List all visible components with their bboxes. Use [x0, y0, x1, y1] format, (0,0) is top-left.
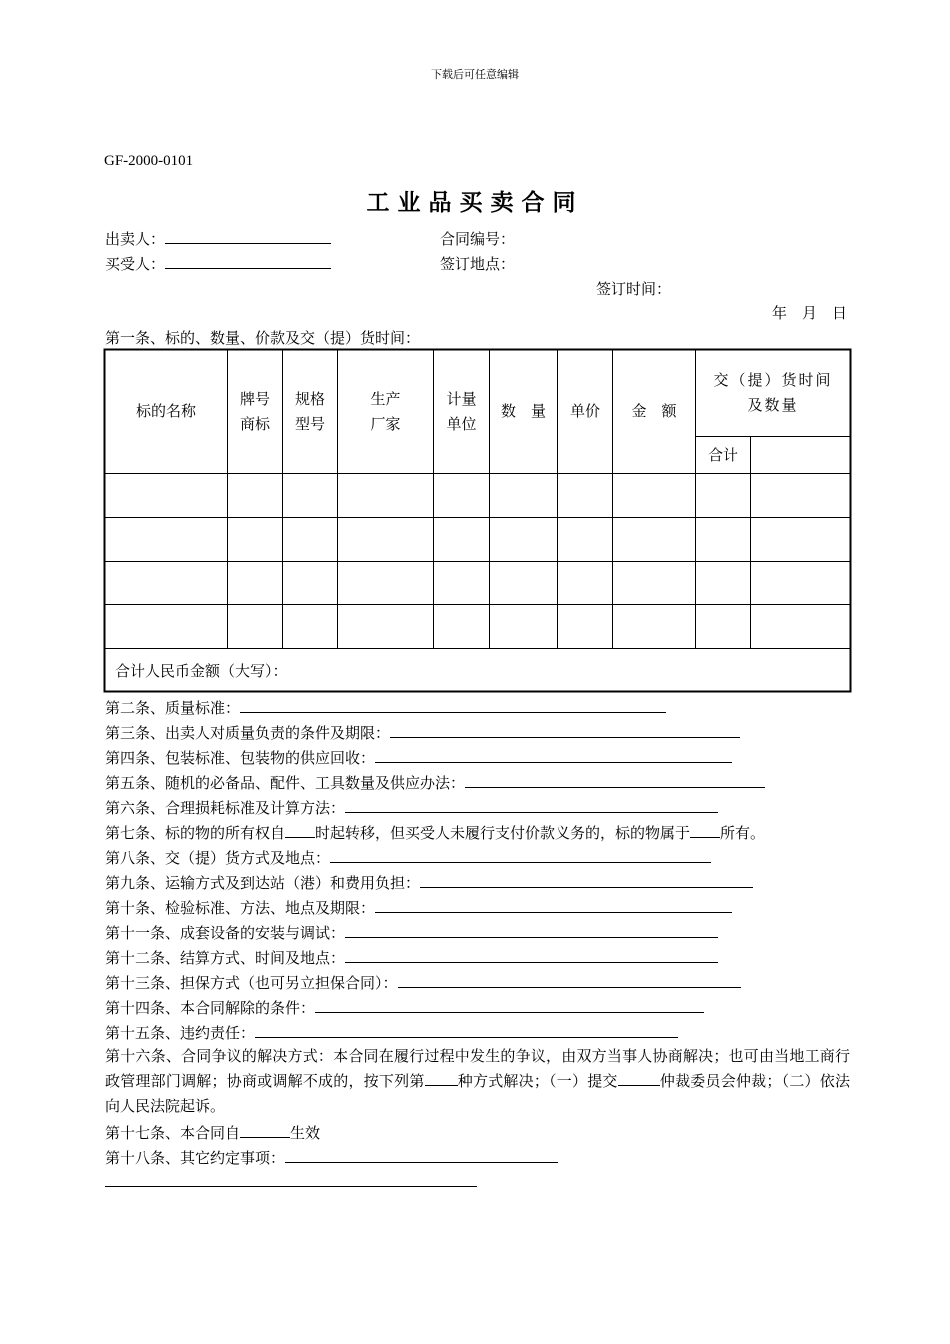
- contract-no-label: 合同编号：: [440, 230, 516, 248]
- article-7-text-1: 第七条、标的物的所有权自: [105, 824, 286, 842]
- article-15-blank: [255, 1023, 678, 1038]
- col-header-amount: 金 额: [631, 402, 677, 420]
- col-header-total: 合计: [707, 445, 738, 464]
- col-header-delivery-line2: 及数量: [747, 396, 799, 414]
- article-8-blank: [330, 848, 711, 863]
- seller-label: 出卖人：: [105, 230, 166, 248]
- article-5-text: 第五条、随机的必备品、配件、工具数量及供应办法：: [105, 774, 466, 792]
- article-10-text: 第十条、检验标准、方法、地点及期限：: [105, 899, 376, 917]
- article-15: [105, 1022, 678, 1043]
- article-17-blank: [240, 1123, 290, 1138]
- article-14-text: 第十四条、本合同解除的条件：: [105, 999, 316, 1017]
- article-6: [105, 797, 718, 818]
- article-12: [105, 947, 718, 968]
- article-6-text: 第六条、合理损耗标准及计算方法：: [105, 799, 346, 817]
- article-4: [105, 747, 732, 768]
- article-11-blank: [345, 923, 718, 938]
- article-16-text-3: 仲裁委员会仲裁；（二）依法向人民法院起诉。: [105, 1072, 850, 1115]
- article-9-blank: [420, 873, 753, 888]
- col-header-brand-line2: 商标: [239, 414, 270, 433]
- col-header-model-line1: 规格: [294, 389, 325, 408]
- article-16-text-2: 种方式解决；（一）提交: [457, 1072, 618, 1090]
- col-header-maker-line2: 厂家: [370, 414, 401, 433]
- article-18-text: 第十八条、其它约定事项：: [105, 1149, 286, 1167]
- sign-place-label: 签订地点：: [440, 255, 516, 273]
- col-header-maker: [338, 350, 433, 473]
- sign-time-label: 签订时间：: [596, 280, 672, 298]
- col-header-delivery: [696, 350, 850, 436]
- document-code: GF-2000-0101: [104, 153, 194, 169]
- article-13: [105, 972, 741, 993]
- sign-date-line: 年 月 日: [772, 304, 848, 322]
- col-header-qty: 数 量: [500, 402, 546, 420]
- article-18: [105, 1147, 558, 1168]
- article-15-text: 第十五条、违约责任：: [105, 1024, 256, 1042]
- col-header-price: 单价: [569, 402, 600, 420]
- article-12-text: 第十二条、结算方式、时间及地点：: [105, 949, 346, 967]
- article-5-blank: [465, 773, 765, 788]
- article-9-text: 第九条、运输方式及到达站（港）和费用负担：: [105, 874, 421, 892]
- total-rmb-label: 合计人民币金额（大写）：: [115, 662, 288, 680]
- article-14: [105, 997, 704, 1018]
- col-header-unit-line2: 单位: [446, 414, 477, 433]
- article-2-blank: [240, 698, 666, 713]
- article-3: [105, 722, 740, 743]
- buyer-label: 买受人：: [105, 255, 166, 273]
- article-11-text: 第十一条、成套设备的安装与调试：: [105, 924, 346, 942]
- article-16-blank-1: [425, 1071, 458, 1086]
- col-header-delivery-line1: 交（提）货时间: [713, 371, 833, 389]
- article-12-blank: [345, 948, 718, 963]
- col-header-name: 标的名称: [135, 402, 196, 420]
- article-18-blank: [285, 1148, 558, 1163]
- article-5: [105, 772, 765, 793]
- article-4-text: 第四条、包装标准、包装物的供应回收：: [105, 749, 376, 767]
- col-header-unit-line1: 计量: [446, 389, 477, 408]
- article-17-text-2: 生效: [290, 1124, 321, 1142]
- article-8-text: 第八条、交（提）货方式及地点：: [105, 849, 331, 867]
- col-header-unit: [434, 350, 489, 473]
- article-17: [105, 1122, 320, 1143]
- article-4-blank: [375, 748, 732, 763]
- col-header-brand: [228, 350, 282, 473]
- article-18-continuation-line: [105, 1186, 477, 1187]
- article-13-text: 第十三条、担保方式（也可另立担保合同）：: [105, 974, 398, 992]
- article-7-blank-1: [285, 823, 315, 838]
- article-13-blank: [398, 973, 741, 988]
- article-3-blank: [390, 723, 740, 738]
- article-2-text: 第二条、质量标准：: [105, 699, 241, 717]
- article-7: [105, 822, 765, 843]
- article-16: [105, 1044, 850, 1119]
- article-2: [105, 697, 666, 718]
- col-header-model: [283, 350, 337, 473]
- contract-title: 工业品买卖合同: [366, 189, 584, 216]
- article-16-blank-2: [618, 1071, 660, 1086]
- article-7-text-3: 所有。: [720, 824, 766, 842]
- article-17-text-1: 第十七条、本合同自: [105, 1124, 241, 1142]
- article-7-text-2: 时起转移，但买受人未履行支付价款义务的，标的物属于: [315, 824, 691, 842]
- article-3-text: 第三条、出卖人对质量负责的条件及期限：: [105, 724, 391, 742]
- article-7-blank-2: [690, 823, 720, 838]
- article-9: [105, 872, 753, 893]
- article-1-heading: 第一条、标的、数量、价款及交（提）货时间：: [105, 329, 421, 347]
- col-header-maker-line1: 生产: [370, 389, 401, 408]
- article-6-blank: [345, 798, 718, 813]
- col-header-model-line2: 型号: [294, 414, 325, 433]
- article-10-blank: [375, 898, 732, 913]
- article-10: [105, 897, 732, 918]
- article-11: [105, 922, 718, 943]
- col-header-brand-line1: 牌号: [239, 389, 270, 408]
- article-8: [105, 847, 711, 868]
- article-16-text-1: 第十六条、合同争议的解决方式：本合同在履行过程中发生的争议，由双方当事人协商解决；也可由当地工商行政管理部门调解；协商或调解不成的，按下列第: [105, 1047, 850, 1090]
- header-note: 下载后可任意编辑: [431, 68, 519, 81]
- article-14-blank: [315, 998, 704, 1013]
